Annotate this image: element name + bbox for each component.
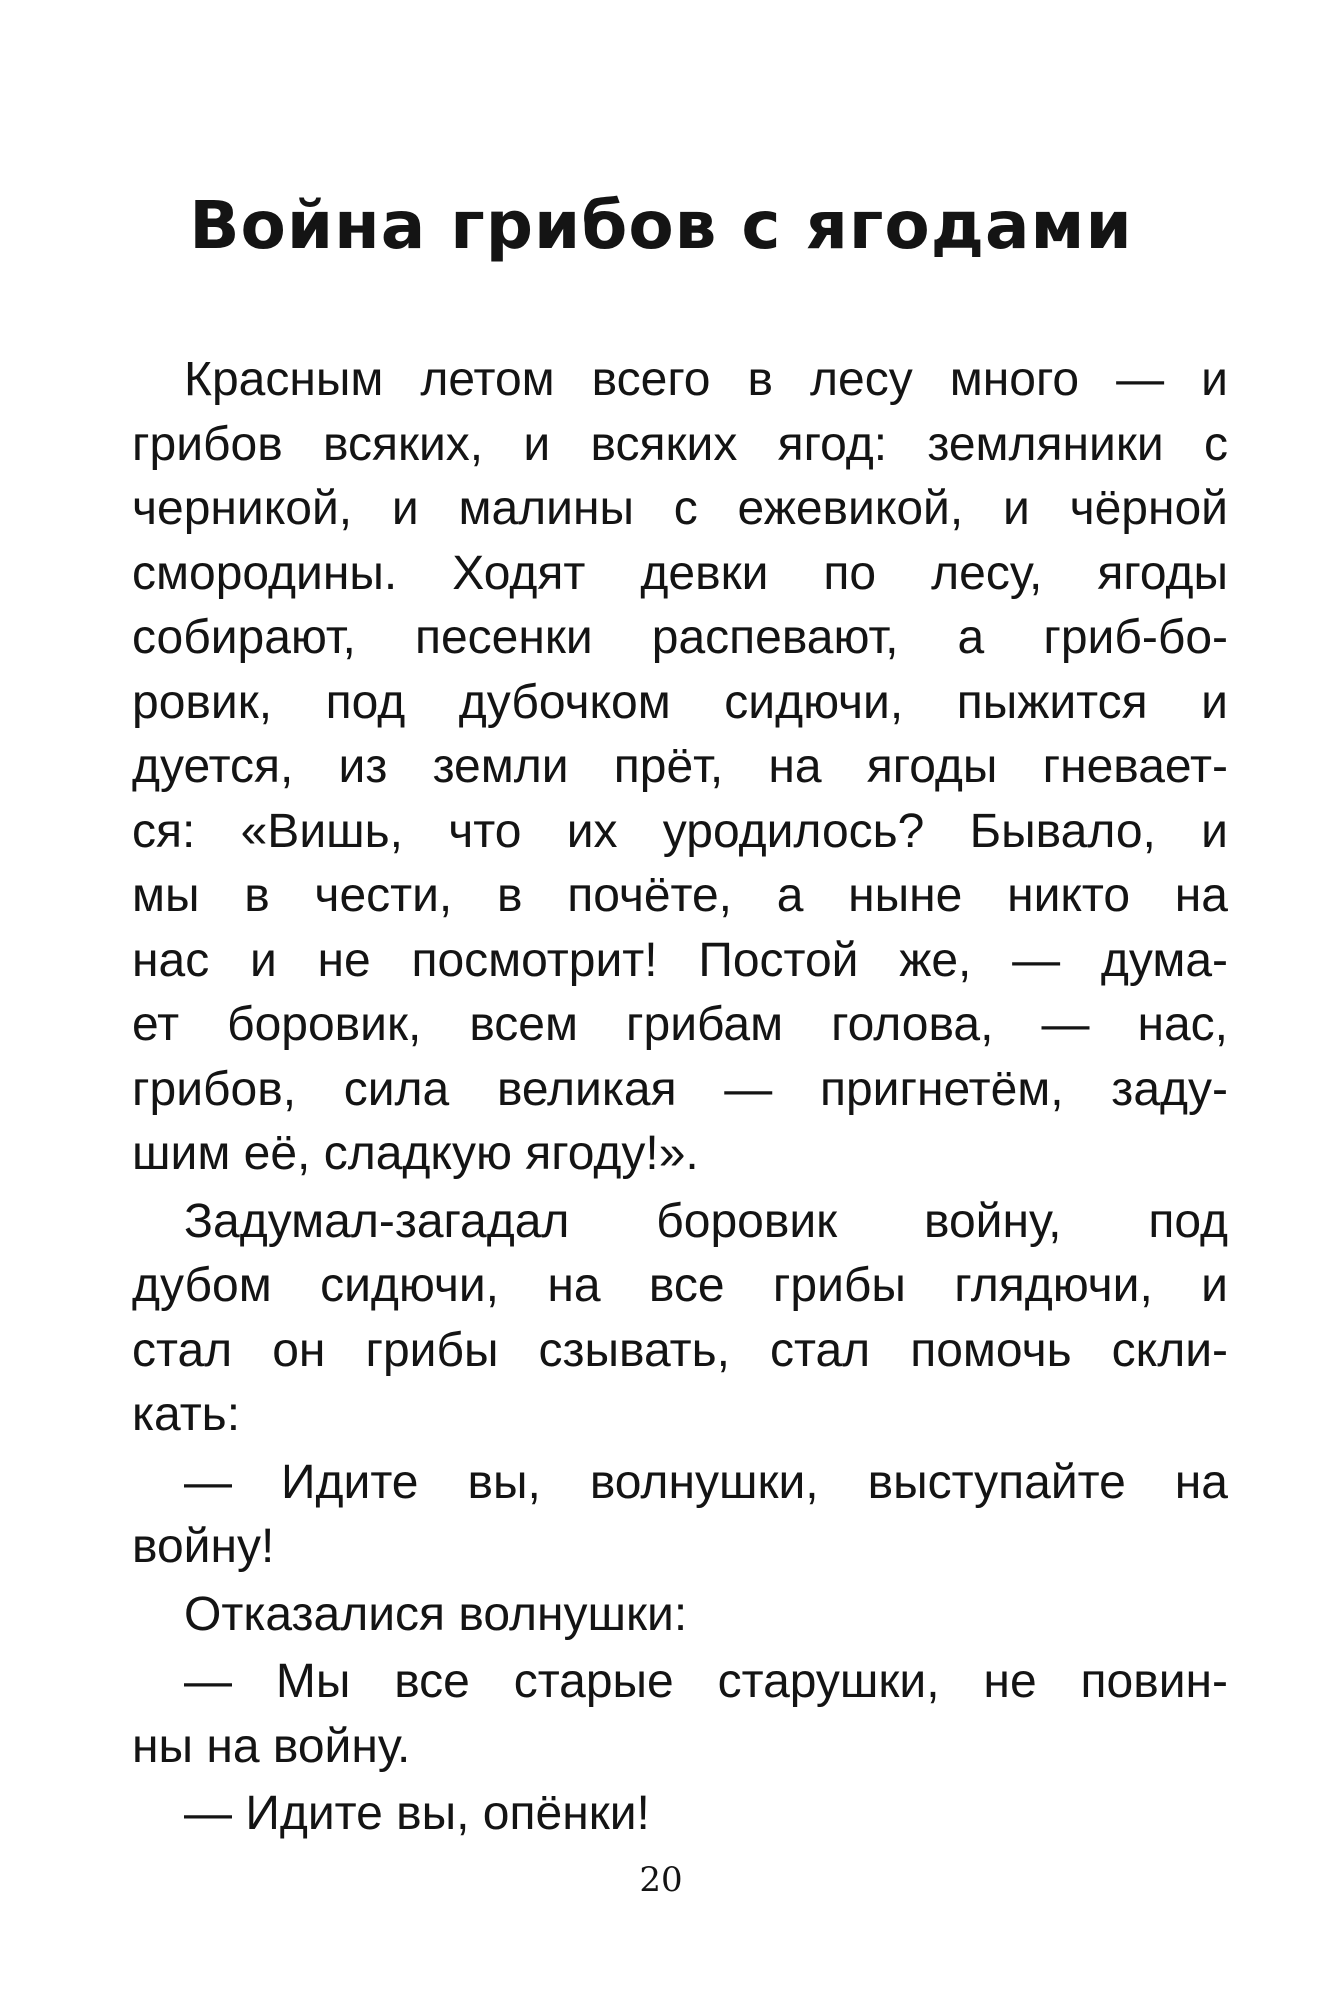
text-line: ся: «Вишь, что их уродилось? Бывало, и xyxy=(132,804,1228,858)
text-line: ны на войну. xyxy=(132,1719,411,1773)
page-number: 20 xyxy=(639,1860,683,1900)
text-line: смородины. Ходят девки по лесу, ягоды xyxy=(132,546,1228,600)
paragraph xyxy=(132,1782,1228,1847)
text-line: Задумал-загадал боровик войну, под xyxy=(184,1194,1228,1248)
text-line: собирают, песенки распевают, а гриб-бо- xyxy=(132,611,1228,664)
text-line: черникой, и малины с ежевикой, и чёрной xyxy=(132,482,1228,535)
chapter-title: Война грибов с ягодами xyxy=(189,187,1133,264)
text-line: грибов всяких, и всяких ягод: земляники с xyxy=(132,417,1228,471)
text-line: — Идите вы, волнушки, выступайте на xyxy=(184,1455,1228,1509)
text-line: стал он грибы сзывать, стал помочь скли- xyxy=(132,1323,1228,1377)
text-line: Отказалися волнушки: xyxy=(184,1587,688,1641)
text-line: ровик, под дубочком сидючи, пыжится и xyxy=(132,675,1228,729)
text-line: дубом сидючи, на все грибы глядючи, и xyxy=(132,1259,1228,1312)
text-line: — Идите вы, опёнки! xyxy=(184,1787,650,1840)
text-line: кать: xyxy=(132,1388,241,1441)
text-line: мы в чести, в почёте, а ныне никто на xyxy=(132,869,1228,922)
paragraph xyxy=(132,1190,1228,1448)
text-line: войну! xyxy=(132,1520,275,1573)
paragraph xyxy=(132,1451,1228,1580)
text-line: — Мы все старые старушки, не повин- xyxy=(184,1655,1228,1708)
body-text xyxy=(132,348,1228,1847)
paragraph xyxy=(132,1650,1228,1779)
text-line: нас и не посмотрит! Постой же, — дума- xyxy=(132,933,1228,987)
paragraph xyxy=(132,1583,1228,1648)
text-line: ет боровик, всем грибам голова, — нас, xyxy=(132,998,1228,1051)
text-line: дуется, из земли прёт, на ягоды гневает- xyxy=(132,740,1228,793)
text-line: шим её, сладкую ягоду!». xyxy=(132,1127,699,1180)
paragraph xyxy=(132,348,1228,1187)
text-line: Красным летом всего в лесу много — и xyxy=(184,353,1228,406)
text-line: грибов, сила великая — пригнетём, заду- xyxy=(132,1062,1228,1116)
